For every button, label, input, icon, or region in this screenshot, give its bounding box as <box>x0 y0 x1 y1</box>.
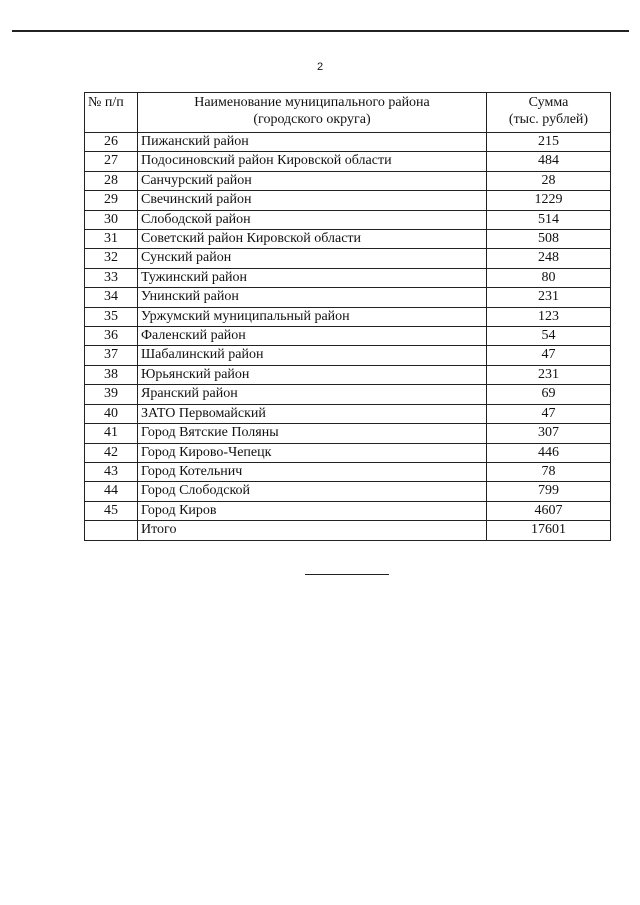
cell-name: Свечинский район <box>138 191 487 210</box>
cell-name: Слободской район <box>138 210 487 229</box>
header-sum <box>487 93 611 133</box>
cell-num <box>85 521 138 540</box>
cell-sum: 4607 <box>487 501 611 520</box>
table-header-row <box>85 93 611 133</box>
table-row <box>85 268 611 287</box>
cell-name: Итого <box>138 521 487 540</box>
cell-sum: 248 <box>487 249 611 268</box>
cell-sum: 307 <box>487 424 611 443</box>
table-row <box>85 171 611 190</box>
cell-num: 38 <box>85 365 138 384</box>
cell-num: 30 <box>85 210 138 229</box>
cell-sum: 1229 <box>487 191 611 210</box>
cell-num: 32 <box>85 249 138 268</box>
table-row <box>85 365 611 384</box>
cell-name: Унинский район <box>138 288 487 307</box>
cell-sum: 123 <box>487 307 611 326</box>
cell-sum: 231 <box>487 288 611 307</box>
table-row <box>85 424 611 443</box>
table-row <box>85 482 611 501</box>
table-row <box>85 462 611 481</box>
cell-num: 45 <box>85 501 138 520</box>
table-row <box>85 327 611 346</box>
table-row <box>85 346 611 365</box>
top-rule <box>12 30 629 32</box>
cell-sum: 514 <box>487 210 611 229</box>
cell-sum: 508 <box>487 230 611 249</box>
header-name-line2: (городского округа) <box>253 112 371 127</box>
table-row <box>85 288 611 307</box>
cell-name: Фаленский район <box>138 327 487 346</box>
cell-sum: 47 <box>487 404 611 423</box>
cell-sum: 215 <box>487 133 611 152</box>
cell-name: Шабалинский район <box>138 346 487 365</box>
cell-sum: 484 <box>487 152 611 171</box>
total-row <box>85 521 611 540</box>
allocation-table <box>84 92 611 541</box>
cell-num: 27 <box>85 152 138 171</box>
header-name-line1: Наименование муниципального района <box>194 95 430 110</box>
cell-sum: 47 <box>487 346 611 365</box>
cell-num: 26 <box>85 133 138 152</box>
page-number: 2 <box>316 61 324 73</box>
cell-name: Подосиновский район Кировской области <box>138 152 487 171</box>
table-row <box>85 230 611 249</box>
header-num: № п/п <box>85 93 138 133</box>
cell-name: Город Кирово-Чепецк <box>138 443 487 462</box>
header-name <box>138 93 487 133</box>
header-sum-line1: Сумма <box>528 95 569 110</box>
cell-name: Уржумский муниципальный район <box>138 307 487 326</box>
cell-name: ЗАТО Первомайский <box>138 404 487 423</box>
cell-num: 39 <box>85 385 138 404</box>
cell-num: 29 <box>85 191 138 210</box>
table-row <box>85 385 611 404</box>
cell-name: Город Слободской <box>138 482 487 501</box>
cell-name: Санчурский район <box>138 171 487 190</box>
table-row <box>85 210 611 229</box>
cell-num: 37 <box>85 346 138 365</box>
cell-num: 42 <box>85 443 138 462</box>
table-row <box>85 443 611 462</box>
cell-num: 44 <box>85 482 138 501</box>
cell-name: Пижанский район <box>138 133 487 152</box>
cell-sum: 17601 <box>487 521 611 540</box>
header-sum-line2: (тыс. рублей) <box>508 112 589 127</box>
table-row <box>85 501 611 520</box>
cell-sum: 231 <box>487 365 611 384</box>
cell-sum: 80 <box>487 268 611 287</box>
cell-num: 40 <box>85 404 138 423</box>
table-row <box>85 191 611 210</box>
table-row <box>85 307 611 326</box>
cell-sum: 54 <box>487 327 611 346</box>
cell-num: 31 <box>85 230 138 249</box>
cell-name: Сунский район <box>138 249 487 268</box>
cell-name: Яранский район <box>138 385 487 404</box>
table-row <box>85 249 611 268</box>
table-row <box>85 404 611 423</box>
end-rule <box>305 574 389 575</box>
cell-sum: 69 <box>487 385 611 404</box>
table-row <box>85 152 611 171</box>
cell-sum: 78 <box>487 462 611 481</box>
cell-num: 35 <box>85 307 138 326</box>
cell-name: Юрьянский район <box>138 365 487 384</box>
cell-num: 34 <box>85 288 138 307</box>
table-row <box>85 133 611 152</box>
cell-name: Город Котельнич <box>138 462 487 481</box>
cell-num: 36 <box>85 327 138 346</box>
cell-num: 43 <box>85 462 138 481</box>
cell-num: 41 <box>85 424 138 443</box>
cell-num: 28 <box>85 171 138 190</box>
cell-num: 33 <box>85 268 138 287</box>
cell-name: Город Киров <box>138 501 487 520</box>
cell-sum: 28 <box>487 171 611 190</box>
cell-name: Город Вятские Поляны <box>138 424 487 443</box>
cell-sum: 446 <box>487 443 611 462</box>
table-body <box>85 133 611 541</box>
cell-name: Тужинский район <box>138 268 487 287</box>
cell-sum: 799 <box>487 482 611 501</box>
cell-name: Советский район Кировской области <box>138 230 487 249</box>
